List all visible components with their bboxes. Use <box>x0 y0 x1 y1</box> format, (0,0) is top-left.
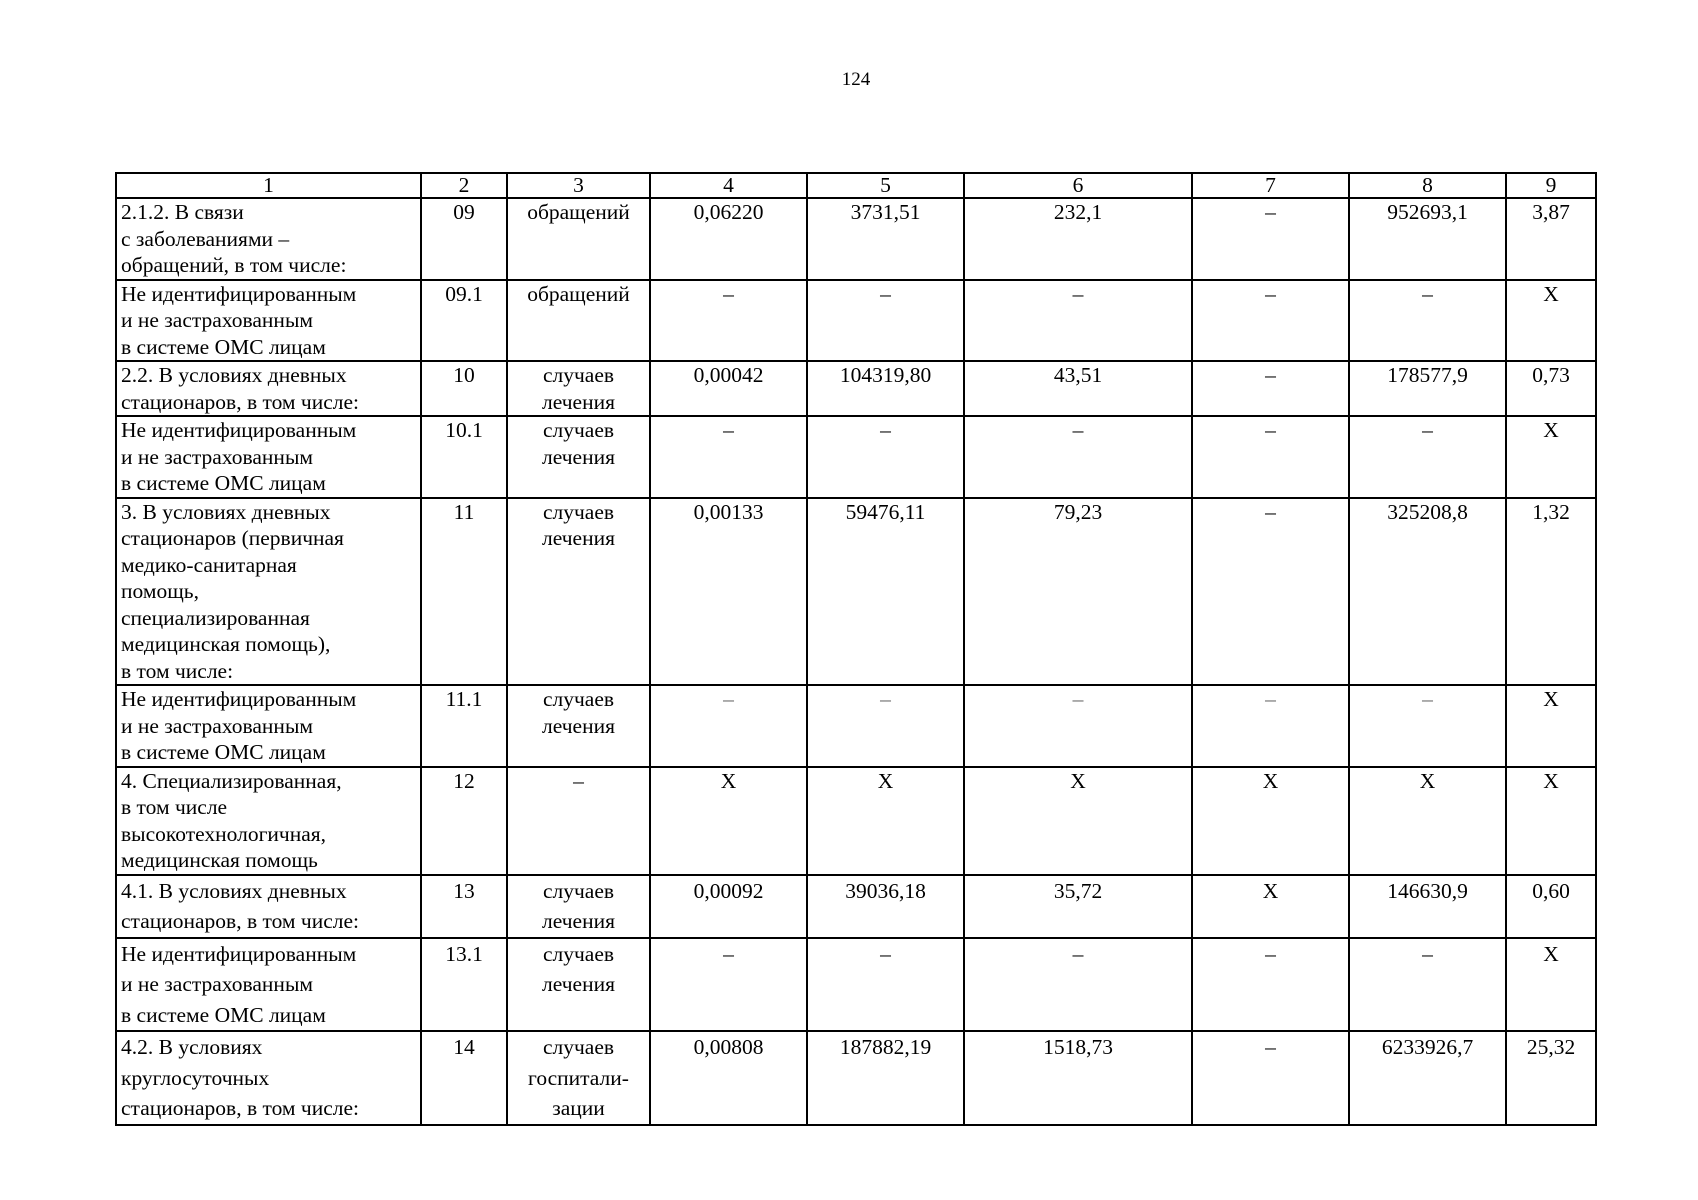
row-unit-cell: случаев лечения <box>507 416 650 498</box>
row-description-cell: Не идентифицированным и не застрахованным в системе ОМС лицам <box>116 685 421 767</box>
table-row <box>116 498 1596 686</box>
row-description-cell: 2.1.2. В связи с заболеваниями – обращений, в том числе: <box>116 198 421 280</box>
table-row <box>116 198 1596 280</box>
row-col7-cell: – <box>1192 280 1349 362</box>
header-cell: 1 <box>116 173 421 198</box>
row-col8-cell: – <box>1349 938 1506 1032</box>
table-row <box>116 938 1596 1032</box>
row-unit-cell: – <box>507 767 650 875</box>
row-col7-cell: – <box>1192 361 1349 416</box>
row-col4-cell: 0,00042 <box>650 361 807 416</box>
row-line-number-cell: 09 <box>421 198 507 280</box>
row-col5-cell: 3731,51 <box>807 198 964 280</box>
row-col7-cell: – <box>1192 1031 1349 1125</box>
row-col6-cell: – <box>964 416 1192 498</box>
header-cell: 5 <box>807 173 964 198</box>
row-col4-cell: – <box>650 280 807 362</box>
row-col8-cell: – <box>1349 685 1506 767</box>
header-cell: 2 <box>421 173 507 198</box>
table-row <box>116 280 1596 362</box>
row-col5-cell: Х <box>807 767 964 875</box>
row-col8-cell: – <box>1349 416 1506 498</box>
row-col7-cell: – <box>1192 685 1349 767</box>
row-col4-cell: – <box>650 685 807 767</box>
row-description-cell: 4.1. В условиях дневных стационаров, в том числе: <box>116 875 421 938</box>
row-col5-cell: 59476,11 <box>807 498 964 686</box>
header-cell: 9 <box>1506 173 1596 198</box>
row-unit-cell: случаев госпитали- зации <box>507 1031 650 1125</box>
row-col8-cell: 325208,8 <box>1349 498 1506 686</box>
row-col9-cell: Х <box>1506 938 1596 1032</box>
row-col8-cell: 6233926,7 <box>1349 1031 1506 1125</box>
table-row <box>116 875 1596 938</box>
row-line-number-cell: 13.1 <box>421 938 507 1032</box>
row-col5-cell: – <box>807 938 964 1032</box>
row-unit-cell: случаев лечения <box>507 361 650 416</box>
row-col4-cell: 0,06220 <box>650 198 807 280</box>
row-description-cell: 4.2. В условиях круглосуточных стационаров, в том числе: <box>116 1031 421 1125</box>
row-unit-cell: случаев лечения <box>507 498 650 686</box>
table-row <box>116 361 1596 416</box>
data-table <box>115 172 1597 1126</box>
row-description-cell: Не идентифицированным и не застрахованным в системе ОМС лицам <box>116 938 421 1032</box>
row-col6-cell: 43,51 <box>964 361 1192 416</box>
row-unit-cell: обращений <box>507 280 650 362</box>
row-line-number-cell: 11.1 <box>421 685 507 767</box>
row-col6-cell: – <box>964 280 1192 362</box>
row-col7-cell: – <box>1192 498 1349 686</box>
row-line-number-cell: 11 <box>421 498 507 686</box>
row-unit-cell: случаев лечения <box>507 685 650 767</box>
header-cell: 8 <box>1349 173 1506 198</box>
row-line-number-cell: 10.1 <box>421 416 507 498</box>
row-col9-cell: 25,32 <box>1506 1031 1596 1125</box>
table-row <box>116 767 1596 875</box>
row-col8-cell: 146630,9 <box>1349 875 1506 938</box>
row-col5-cell: 104319,80 <box>807 361 964 416</box>
table-header-row <box>116 173 1596 198</box>
row-col4-cell: 0,00808 <box>650 1031 807 1125</box>
table-row <box>116 416 1596 498</box>
row-description-cell: Не идентифицированным и не застрахованным в системе ОМС лицам <box>116 280 421 362</box>
row-description-cell: 4. Специализированная, в том числе высокотехнологичная, медицинская помощь <box>116 767 421 875</box>
row-line-number-cell: 14 <box>421 1031 507 1125</box>
row-description-cell: 3. В условиях дневных стационаров (первичная медико-санитарная помощь, специализированная медицинская помощь), в том числе: <box>116 498 421 686</box>
row-col6-cell: Х <box>964 767 1192 875</box>
row-col6-cell: – <box>964 685 1192 767</box>
row-col6-cell: 35,72 <box>964 875 1192 938</box>
header-cell: 4 <box>650 173 807 198</box>
row-col9-cell: 0,73 <box>1506 361 1596 416</box>
row-unit-cell: обращений <box>507 198 650 280</box>
row-col9-cell: Х <box>1506 416 1596 498</box>
row-col6-cell: 232,1 <box>964 198 1192 280</box>
row-col5-cell: – <box>807 416 964 498</box>
row-col7-cell: – <box>1192 198 1349 280</box>
row-col8-cell: 178577,9 <box>1349 361 1506 416</box>
row-line-number-cell: 12 <box>421 767 507 875</box>
row-col5-cell: – <box>807 685 964 767</box>
row-col5-cell: 39036,18 <box>807 875 964 938</box>
row-col7-cell: Х <box>1192 875 1349 938</box>
page-number: 124 <box>841 69 871 90</box>
row-col5-cell: – <box>807 280 964 362</box>
row-col4-cell: 0,00092 <box>650 875 807 938</box>
header-cell: 3 <box>507 173 650 198</box>
row-line-number-cell: 13 <box>421 875 507 938</box>
table-row <box>116 1031 1596 1125</box>
row-col6-cell: 1518,73 <box>964 1031 1192 1125</box>
row-col4-cell: 0,00133 <box>650 498 807 686</box>
row-col4-cell: – <box>650 416 807 498</box>
header-cell: 7 <box>1192 173 1349 198</box>
row-col5-cell: 187882,19 <box>807 1031 964 1125</box>
row-col4-cell: – <box>650 938 807 1032</box>
row-col7-cell: – <box>1192 416 1349 498</box>
row-col9-cell: Х <box>1506 767 1596 875</box>
row-col9-cell: 0,60 <box>1506 875 1596 938</box>
header-cell: 6 <box>964 173 1192 198</box>
row-col8-cell: – <box>1349 280 1506 362</box>
row-col4-cell: Х <box>650 767 807 875</box>
table-row <box>116 685 1596 767</box>
row-col7-cell: Х <box>1192 767 1349 875</box>
row-col9-cell: 3,87 <box>1506 198 1596 280</box>
row-col7-cell: – <box>1192 938 1349 1032</box>
row-col6-cell: – <box>964 938 1192 1032</box>
row-col9-cell: 1,32 <box>1506 498 1596 686</box>
row-line-number-cell: 10 <box>421 361 507 416</box>
row-col8-cell: Х <box>1349 767 1506 875</box>
row-col9-cell: Х <box>1506 280 1596 362</box>
row-col9-cell: Х <box>1506 685 1596 767</box>
row-description-cell: Не идентифицированным и не застрахованным в системе ОМС лицам <box>116 416 421 498</box>
row-description-cell: 2.2. В условиях дневных стационаров, в том числе: <box>116 361 421 416</box>
row-line-number-cell: 09.1 <box>421 280 507 362</box>
row-unit-cell: случаев лечения <box>507 875 650 938</box>
row-unit-cell: случаев лечения <box>507 938 650 1032</box>
row-col8-cell: 952693,1 <box>1349 198 1506 280</box>
row-col6-cell: 79,23 <box>964 498 1192 686</box>
